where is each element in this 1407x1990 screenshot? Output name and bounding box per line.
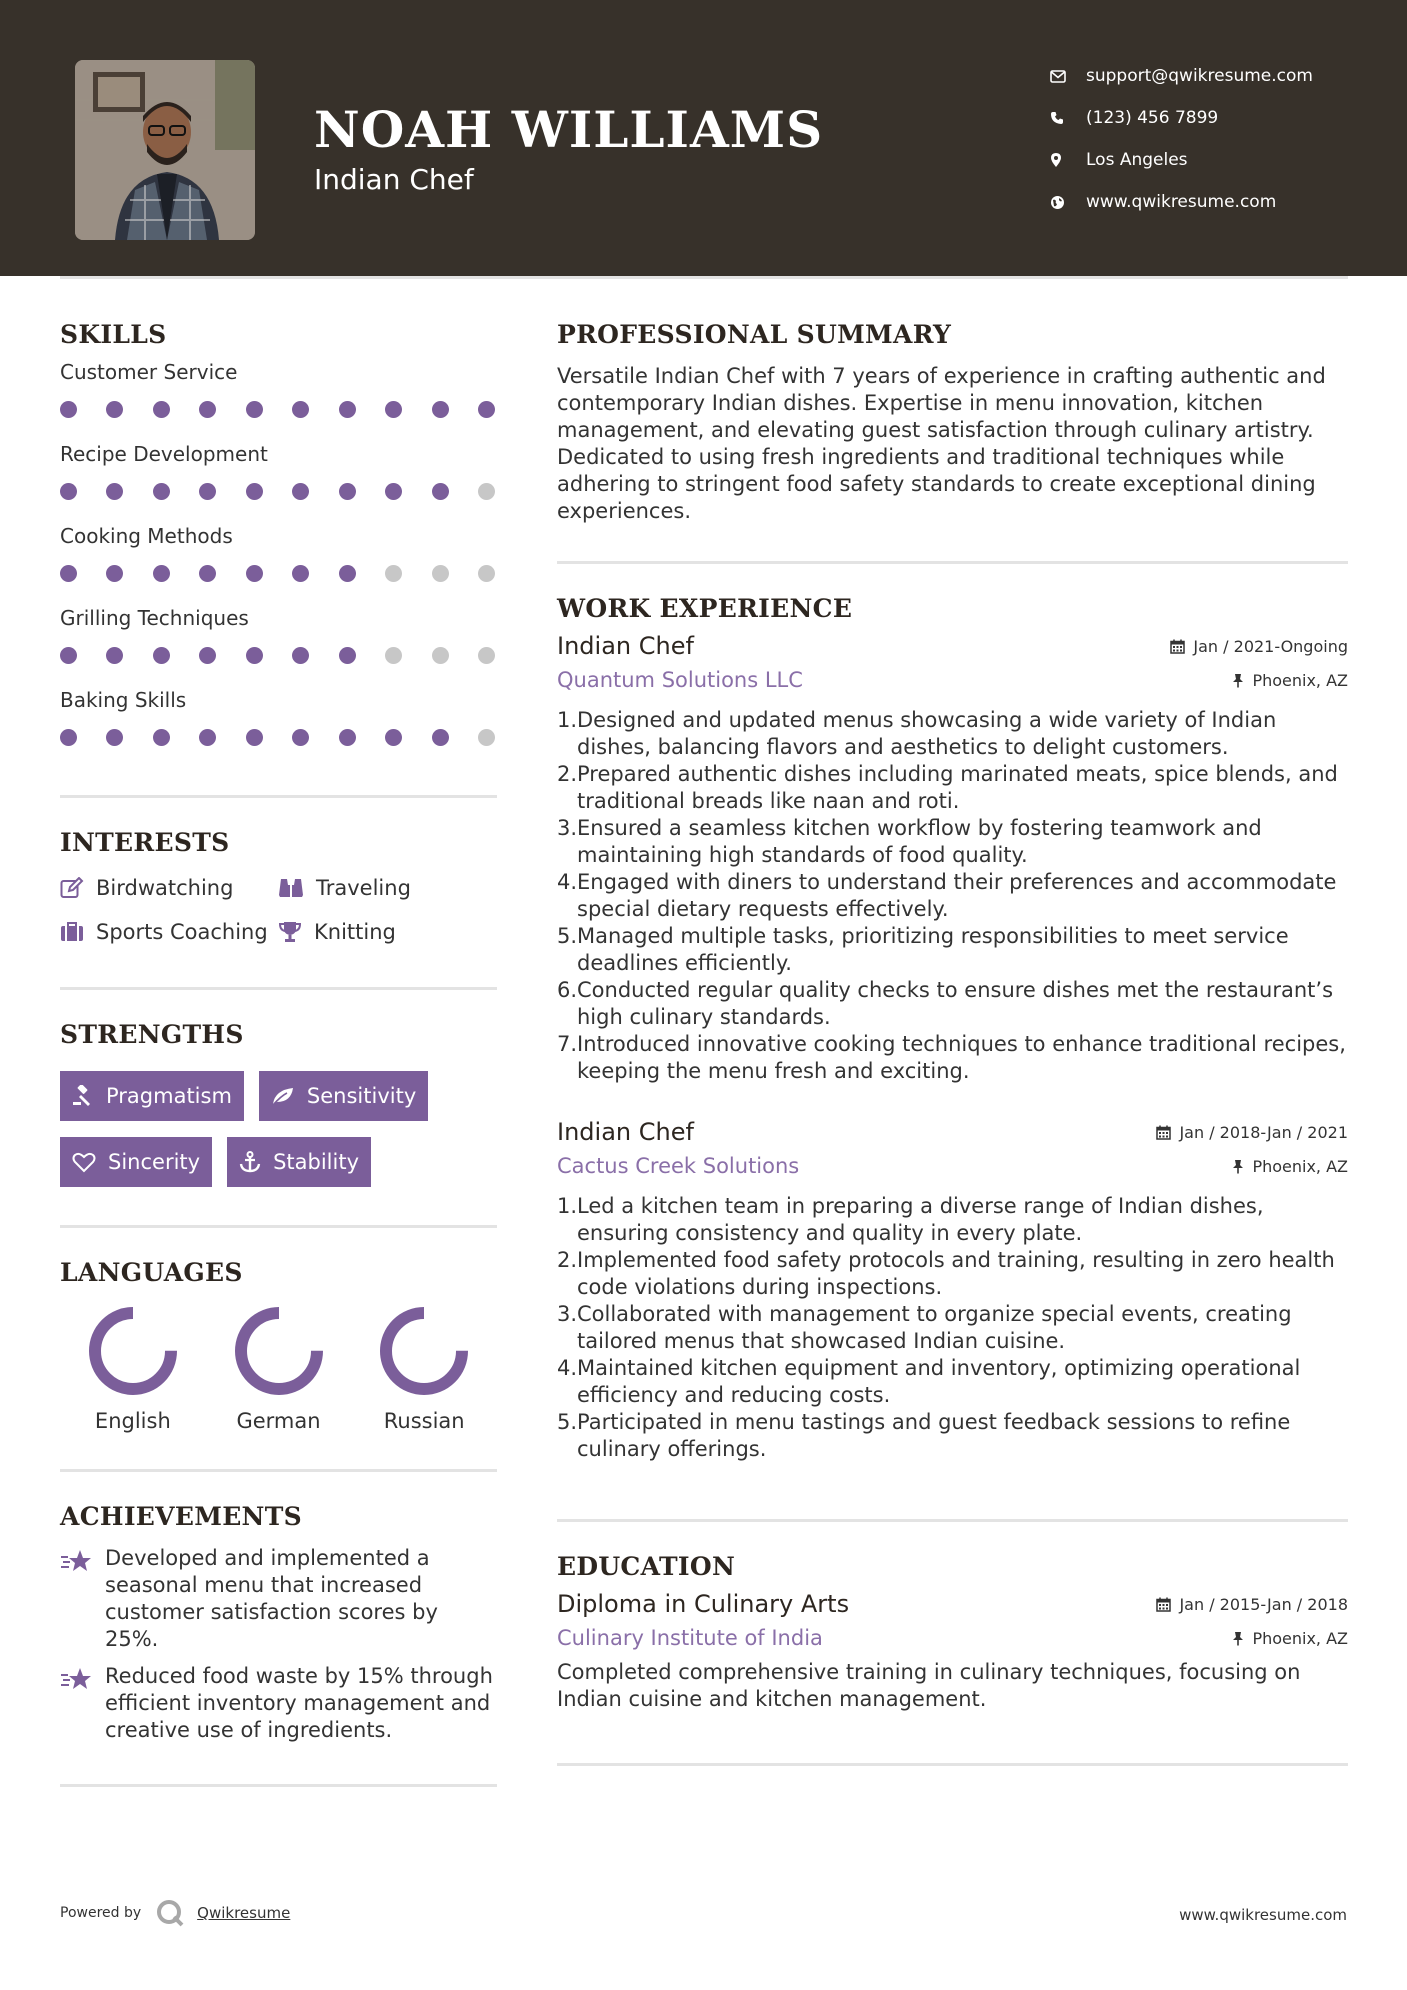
job-bullet <box>557 761 1348 815</box>
rating-dot-empty <box>478 483 495 500</box>
rating-dot-filled <box>432 729 449 746</box>
bullet-number: 4. <box>557 1356 578 1380</box>
interest-item <box>278 873 497 903</box>
bullet-text: Introduced innovative cooking techniques to enhance traditional recipes, keeping the menu fresh and exciting. <box>577 1032 1346 1083</box>
job-location <box>1232 671 1348 690</box>
skill-name: Baking Skills <box>60 688 187 712</box>
star-icon <box>60 1667 92 1691</box>
rating-dot-empty <box>478 565 495 582</box>
candidate-role: Indian Chef <box>314 163 474 196</box>
trophy-icon <box>278 921 302 943</box>
bullet-text: Managed multiple tasks, prioritizing responsibilities to meet service deadlines efficiently. <box>577 924 1289 975</box>
bullet-text: Conducted regular quality checks to ensure dishes met the restaurant’s high culinary standards. <box>577 978 1334 1029</box>
bullet-number: 1. <box>557 708 578 732</box>
contact-website-text: www.qwikresume.com <box>1086 192 1277 212</box>
job-bullet <box>557 1247 1348 1301</box>
section-divider <box>60 795 497 798</box>
rating-dot-filled <box>199 401 216 418</box>
rating-dot-filled <box>199 729 216 746</box>
language-level-ring <box>378 1305 470 1397</box>
job-bullet <box>557 815 1348 869</box>
strength-chip <box>227 1137 371 1187</box>
rating-dot-filled <box>385 729 402 746</box>
interests-list <box>60 873 497 947</box>
skill-name: Recipe Development <box>60 442 268 466</box>
rating-dot-filled <box>60 565 77 582</box>
job-date-text: Jan / 2021-Ongoing <box>1193 636 1348 656</box>
education-head <box>557 1587 1348 1621</box>
map-pin-icon <box>1050 152 1086 168</box>
section-divider <box>557 561 1348 564</box>
rating-dot-filled <box>199 647 216 664</box>
job-bullet <box>557 1193 1348 1247</box>
skills-list <box>60 357 497 759</box>
interest-label: Sports Coaching <box>96 920 268 944</box>
resume-header <box>0 0 1407 276</box>
interest-item <box>278 917 497 947</box>
language-name: German <box>236 1409 321 1433</box>
rating-dot-filled <box>153 565 170 582</box>
globe-icon <box>1050 195 1086 210</box>
anchor-icon <box>239 1151 261 1173</box>
rating-dot-filled <box>106 565 123 582</box>
skill-rating <box>60 715 497 759</box>
achievement-item <box>60 1545 497 1653</box>
section-divider <box>60 987 497 990</box>
rating-dot-filled <box>153 729 170 746</box>
interests-title: INTERESTS <box>60 828 230 857</box>
qwikresume-link[interactable]: Qwikresume <box>197 1904 291 1922</box>
bullet-text: Designed and updated menus showcasing a wide variety of Indian dishes, balancing flavors and aesthetics to delight customers. <box>577 708 1277 759</box>
strength-chip <box>60 1137 212 1187</box>
job-bullet <box>557 923 1348 977</box>
job-sub <box>557 1149 1348 1183</box>
rating-dot-filled <box>292 483 309 500</box>
rating-dot-empty <box>432 565 449 582</box>
bullet-number: 5. <box>557 1410 578 1434</box>
rating-dot-filled <box>385 401 402 418</box>
strengths-title: STRENGTHS <box>60 1020 244 1049</box>
pushpin-icon <box>1232 673 1244 688</box>
achievement-text: Reduced food waste by 15% through efficient inventory management and creative use of ingredients. <box>105 1664 493 1742</box>
language-item <box>206 1305 352 1433</box>
star-icon <box>60 1549 92 1573</box>
rating-dot-filled <box>432 483 449 500</box>
bullet-text: Engaged with diners to understand their preferences and accommodate special dietary requests effectively. <box>577 870 1337 921</box>
language-level-ring <box>233 1305 325 1397</box>
job-date-text: Jan / 2018-Jan / 2021 <box>1179 1122 1348 1142</box>
education-date <box>1156 1595 1348 1614</box>
education-section <box>557 1552 1348 1713</box>
bullet-number: 2. <box>557 1248 578 1272</box>
rating-dot-filled <box>106 729 123 746</box>
job-location-text: Phoenix, AZ <box>1252 670 1348 690</box>
interest-label: Traveling <box>316 876 411 900</box>
bullet-text: Collaborated with management to organize special events, creating tailored menus that showcased Indian cuisine. <box>577 1302 1292 1353</box>
bullet-text: Prepared authentic dishes including marinated meats, spice blends, and traditional breads like naan and roti. <box>577 762 1338 813</box>
bullet-number: 2. <box>557 762 578 786</box>
job-bullets <box>557 707 1348 1085</box>
candidate-name: NOAH WILLIAMS <box>314 100 824 159</box>
experience-section <box>557 594 1348 1463</box>
heart-icon <box>72 1152 96 1173</box>
contact-email-text: support@qwikresume.com <box>1086 66 1313 86</box>
rating-dot-empty <box>478 729 495 746</box>
bullet-text: Ensured a seamless kitchen workflow by fostering teamwork and maintaining high standards of food quality. <box>577 816 1262 867</box>
strength-chip <box>60 1071 244 1121</box>
bullet-text: Implemented food safety protocols and training, resulting in zero health code violations during inspections. <box>577 1248 1335 1299</box>
rating-dot-filled <box>339 401 356 418</box>
job-entry <box>557 1115 1348 1463</box>
profile-photo <box>75 60 255 240</box>
right-column <box>557 320 1348 1766</box>
header-divider <box>60 276 1348 279</box>
languages-list <box>60 1305 497 1433</box>
rating-dot-filled <box>60 401 77 418</box>
bullet-number: 5. <box>557 924 578 948</box>
footer-powered-by <box>60 1898 290 1928</box>
interest-label: Birdwatching <box>96 876 234 900</box>
achievement-item <box>60 1663 497 1744</box>
section-divider <box>60 1784 497 1787</box>
job-date <box>1170 637 1348 656</box>
education-school: Culinary Institute of India <box>557 1626 823 1650</box>
language-level-arc <box>95 1313 171 1389</box>
binoculars-icon <box>278 877 304 899</box>
rating-dot-filled <box>106 401 123 418</box>
envelope-icon <box>1050 70 1086 83</box>
gavel-icon <box>72 1085 94 1107</box>
rating-dot-filled <box>246 483 263 500</box>
contact-email[interactable] <box>1050 55 1390 97</box>
education-location-text: Phoenix, AZ <box>1252 1628 1348 1648</box>
rating-dot-filled <box>292 401 309 418</box>
rating-dot-filled <box>292 729 309 746</box>
skills-title: SKILLS <box>60 320 167 349</box>
skill-name: Grilling Techniques <box>60 606 249 630</box>
job-entry <box>557 629 1348 1085</box>
bullet-text: Participated in menu tastings and guest feedback sessions to refine culinary offerings. <box>577 1410 1291 1461</box>
rating-dot-filled <box>246 729 263 746</box>
rating-dot-filled <box>339 729 356 746</box>
bullet-number: 3. <box>557 1302 578 1326</box>
job-title: Indian Chef <box>557 1118 694 1146</box>
pushpin-icon <box>1232 1159 1244 1174</box>
education-location <box>1232 1629 1348 1648</box>
job-sub <box>557 663 1348 697</box>
powered-by-label: Powered by <box>60 1905 142 1921</box>
rating-dot-empty <box>385 565 402 582</box>
bullet-text: Led a kitchen team in preparing a diverse range of Indian dishes, ensuring consistency and quality in every plate. <box>577 1194 1264 1245</box>
bullet-number: 7. <box>557 1032 578 1056</box>
bullet-number: 6. <box>557 978 578 1002</box>
rating-dot-empty <box>478 647 495 664</box>
rating-dot-filled <box>106 483 123 500</box>
rating-dot-filled <box>153 647 170 664</box>
interest-item <box>60 917 278 947</box>
strength-label: Sensitivity <box>306 1084 417 1108</box>
rating-dot-filled <box>153 483 170 500</box>
contact-phone-text: (123) 456 7899 <box>1086 108 1219 128</box>
contact-location-text: Los Angeles <box>1086 150 1188 170</box>
rating-dot-filled <box>153 401 170 418</box>
section-divider <box>557 1763 1348 1766</box>
rating-dot-filled <box>199 483 216 500</box>
skill-rating <box>60 633 497 677</box>
job-company: Quantum Solutions LLC <box>557 668 803 692</box>
interest-label: Knitting <box>314 920 396 944</box>
language-item <box>351 1305 497 1433</box>
section-divider <box>557 1519 1348 1522</box>
rating-dot-filled <box>60 647 77 664</box>
skill-rating <box>60 387 497 431</box>
experience-title: WORK EXPERIENCE <box>557 594 853 623</box>
rating-dot-filled <box>60 483 77 500</box>
summary-section <box>557 320 1348 525</box>
language-level-arc <box>241 1313 317 1389</box>
jobs-list <box>557 629 1348 1463</box>
interest-item <box>60 873 278 903</box>
job-bullet <box>557 707 1348 761</box>
rating-dot-filled <box>385 483 402 500</box>
contact-phone[interactable] <box>1050 97 1390 139</box>
skill-rating <box>60 469 497 513</box>
education-sub <box>557 1621 1348 1655</box>
contact-website[interactable] <box>1050 181 1390 223</box>
language-name: English <box>94 1409 171 1433</box>
summary-title: PROFESSIONAL SUMMARY <box>557 320 952 349</box>
rating-dot-empty <box>432 647 449 664</box>
edit-icon <box>60 877 84 899</box>
rating-dot-filled <box>292 565 309 582</box>
left-column <box>60 320 497 1787</box>
languages-title: LANGUAGES <box>60 1258 243 1287</box>
strength-label: Pragmatism <box>106 1084 232 1108</box>
bullet-number: 3. <box>557 816 578 840</box>
rating-dot-filled <box>432 401 449 418</box>
rating-dot-filled <box>339 483 356 500</box>
language-name: Russian <box>383 1409 465 1433</box>
language-level-arc <box>386 1313 462 1389</box>
leaf-icon <box>271 1086 295 1106</box>
job-bullet <box>557 1301 1348 1355</box>
footer-website[interactable]: www.qwikresume.com <box>1179 1906 1347 1924</box>
section-divider <box>60 1225 497 1228</box>
job-date <box>1156 1123 1348 1142</box>
achievement-text: Developed and implemented a seasonal menu that increased customer satisfaction scores by 25%. <box>105 1546 438 1651</box>
interests-section <box>60 828 497 947</box>
rating-dot-filled <box>339 565 356 582</box>
rating-dot-filled <box>478 401 495 418</box>
job-location <box>1232 1157 1348 1176</box>
job-title: Indian Chef <box>557 632 694 660</box>
summary-text: Versatile Indian Chef with 7 years of experience in crafting authentic and contemporary Indian dishes. Expertise in menu innovation, kitchen management, and elevating guest satisfaction through culinary artistry. Dedicated to using fresh ingredients and traditional techniques while adhering to stringent food safety standards to create exceptional dining experiences. <box>557 364 1326 523</box>
rating-dot-filled <box>60 729 77 746</box>
job-company: Cactus Creek Solutions <box>557 1154 800 1178</box>
achievements-section <box>60 1502 497 1744</box>
section-divider <box>60 1469 497 1472</box>
skill-name: Customer Service <box>60 360 238 384</box>
education-text: Completed comprehensive training in culinary techniques, focusing on Indian cuisine and kitchen management. <box>557 1660 1301 1711</box>
job-bullet <box>557 1031 1348 1085</box>
rating-dot-filled <box>246 565 263 582</box>
contact-location <box>1050 139 1390 181</box>
education-title: EDUCATION <box>557 1552 736 1581</box>
bullet-number: 4. <box>557 870 578 894</box>
language-level-ring <box>87 1305 179 1397</box>
bullet-text: Maintained kitchen equipment and inventory, optimizing operational efficiency and reducing costs. <box>577 1356 1301 1407</box>
briefcase-icon <box>60 921 84 943</box>
qwikresume-logo-icon <box>155 1898 185 1928</box>
rating-dot-filled <box>106 647 123 664</box>
job-bullet <box>557 1355 1348 1409</box>
job-location-text: Phoenix, AZ <box>1252 1156 1348 1176</box>
rating-dot-filled <box>246 401 263 418</box>
strength-label: Sincerity <box>108 1150 201 1174</box>
strengths-list <box>60 1071 497 1187</box>
job-head <box>557 1115 1348 1149</box>
strength-chip <box>259 1071 428 1121</box>
strength-label: Stability <box>273 1150 360 1174</box>
calendar-icon <box>1170 639 1185 654</box>
rating-dot-empty <box>385 647 402 664</box>
bullet-number: 1. <box>557 1194 578 1218</box>
job-bullet <box>557 1409 1348 1463</box>
job-bullet <box>557 869 1348 923</box>
language-item <box>60 1305 206 1433</box>
achievements-title: ACHIEVEMENTS <box>60 1502 302 1531</box>
skills-section <box>60 320 497 759</box>
skill-name: Cooking Methods <box>60 524 233 548</box>
job-head <box>557 629 1348 663</box>
rating-dot-filled <box>199 565 216 582</box>
job-bullet <box>557 977 1348 1031</box>
education-date-text: Jan / 2015-Jan / 2018 <box>1179 1594 1348 1614</box>
phone-icon <box>1050 111 1086 125</box>
education-degree: Diploma in Culinary Arts <box>557 1590 850 1618</box>
contact-list <box>1050 55 1390 223</box>
rating-dot-filled <box>246 647 263 664</box>
languages-section <box>60 1258 497 1433</box>
pushpin-icon <box>1232 1631 1244 1646</box>
strengths-section <box>60 1020 497 1187</box>
skill-rating <box>60 551 497 595</box>
calendar-icon <box>1156 1597 1171 1612</box>
calendar-icon <box>1156 1125 1171 1140</box>
job-bullets <box>557 1193 1348 1463</box>
rating-dot-filled <box>339 647 356 664</box>
rating-dot-filled <box>292 647 309 664</box>
